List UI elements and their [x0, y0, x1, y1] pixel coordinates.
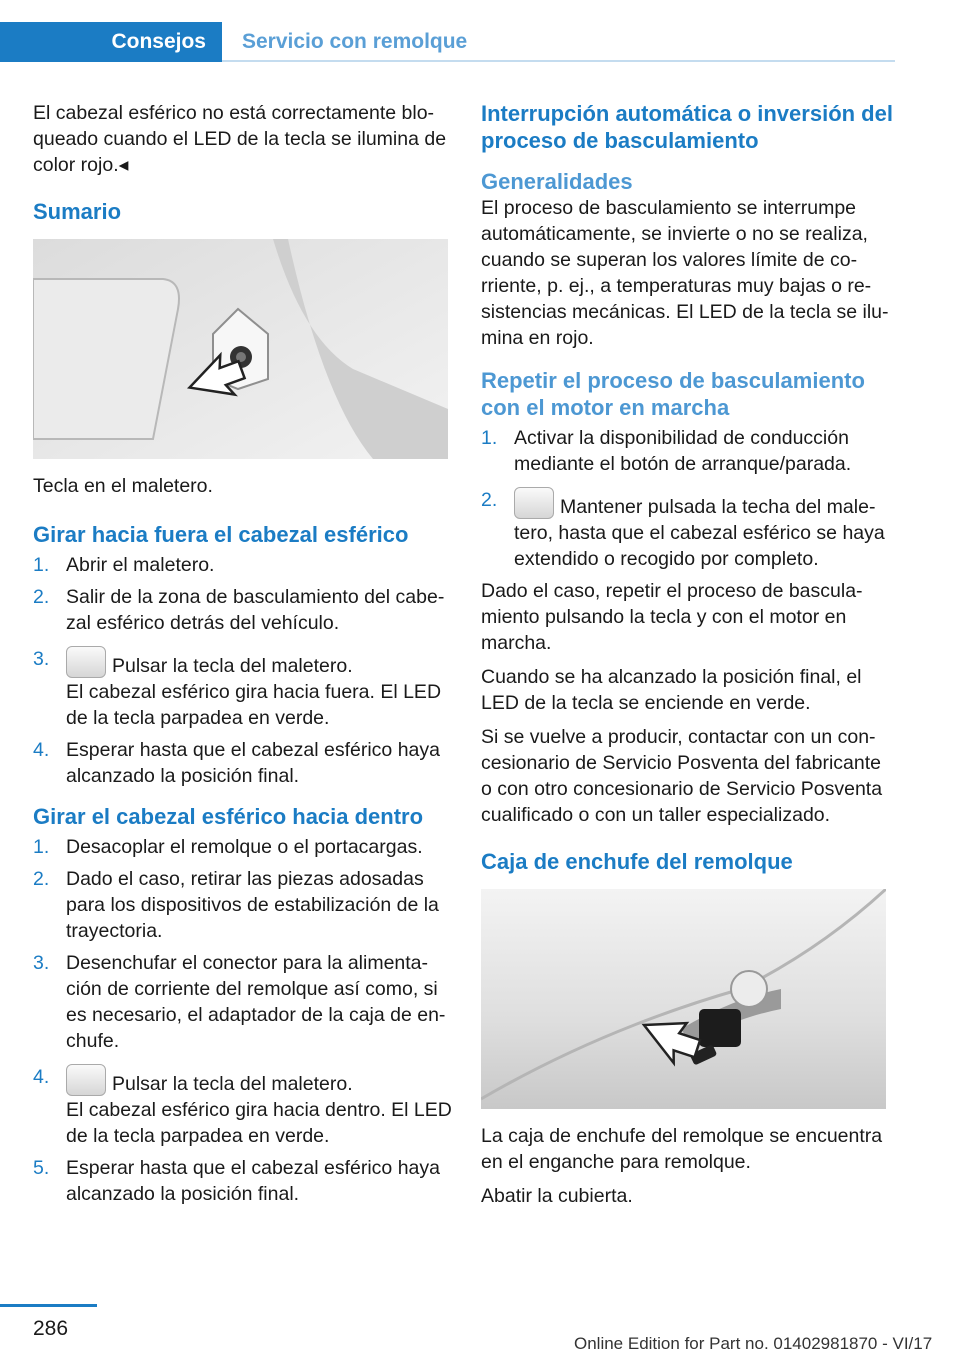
list-item: [33, 866, 453, 944]
steps-repetir: [481, 425, 896, 572]
step-number: 3.: [33, 648, 50, 670]
step-text: Esperar hasta que el cabezal esférico haya alcanzado la posición final.: [66, 1157, 440, 1205]
paragraph-abatir: Abatir la cubierta.: [481, 1185, 633, 1207]
page-number: 286: [33, 1317, 69, 1340]
heading-generalidades: Generalidades: [481, 169, 633, 194]
right-column: [481, 100, 896, 1217]
step-number: 5.: [33, 1157, 50, 1179]
step-number: 1.: [481, 427, 498, 449]
heading-sumario: Sumario: [33, 199, 122, 224]
trailer-hitch-key-icon: [66, 1064, 106, 1096]
paragraph-repetir-3: Si se vuelve a producir, contactar con un con- cesionario de Servicio Posventa del fabricante o con otro concesionario de Servicio Posventa cualificado o con un taller especializado.: [481, 726, 883, 826]
list-item: [33, 584, 453, 636]
trailer-socket-photo: [481, 889, 886, 1109]
list-item: [481, 487, 896, 572]
step-number: 4.: [33, 1066, 50, 1088]
heading-interrupcion: Interrupción automática o inversión del proceso de basculamiento: [481, 101, 893, 153]
step-number: 1.: [33, 836, 50, 858]
step-text: Mantener pulsada la techa del male- tero, hasta que el cabezal esférico se haya extendido o recogido por completo.: [514, 496, 885, 570]
heading-repetir: Repetir el proceso de basculamiento con el motor en marcha: [481, 368, 865, 420]
heading-girar-fuera: Girar hacia fuera el cabezal esférico: [33, 522, 409, 547]
step-text: Abrir el maletero.: [66, 554, 215, 576]
step-text: Pulsar la tecla del maletero.: [112, 1073, 353, 1095]
header-divider: [222, 60, 895, 62]
intro-paragraph: El cabezal esférico no está correctamente blo- queado cuando el LED de la tecla se ilumina de color rojo.◂: [33, 102, 447, 176]
list-item: [33, 552, 453, 578]
step-number: 2.: [481, 489, 498, 511]
caption-trunk-button: Tecla en el maletero.: [33, 475, 213, 497]
steps-girar-dentro: [33, 834, 453, 1207]
paragraph-repetir-2: Cuando se ha alcanzado la posición final, el LED de la tecla se enciende en verde.: [481, 666, 862, 714]
list-item: [33, 737, 453, 789]
step-number: 2.: [33, 868, 50, 890]
list-item: [33, 950, 453, 1054]
list-item: [33, 834, 453, 860]
step-text: Activar la disponibilidad de conducción mediante el botón de arranque/parada.: [514, 427, 852, 475]
page-header: [0, 0, 960, 64]
edition-text: Online Edition for Part no. 01402981870 - VI/17: [574, 1334, 933, 1353]
step-number: 2.: [33, 586, 50, 608]
step-number: 3.: [33, 952, 50, 974]
step-text: Esperar hasta que el cabezal esférico haya alcanzado la posición final.: [66, 739, 440, 787]
steps-girar-fuera: [33, 552, 453, 789]
step-text: Desenchufar el conector para la alimenta- ción de corriente del remolque así como, si es necesario, el adaptador de la caja de en- chufe.: [66, 952, 446, 1052]
tab-servicio-con-remolque[interactable]: Servicio con remolque: [242, 30, 468, 53]
heading-caja-enchufe: Caja de enchufe del remolque: [481, 849, 793, 874]
paragraph-repetir-1: Dado el caso, repetir el proceso de bascula- miento pulsando la tecla y con el motor en marcha.: [481, 580, 863, 654]
list-item: [33, 646, 453, 731]
step-subtext: El cabezal esférico gira hacia dentro. El LED de la tecla parpadea en verde.: [66, 1099, 452, 1147]
step-number: 4.: [33, 739, 50, 761]
step-subtext: El cabezal esférico gira hacia fuera. El LED de la tecla parpadea en verde.: [66, 681, 442, 729]
left-column: [33, 100, 453, 1213]
list-item: [33, 1064, 453, 1149]
step-text: Pulsar la tecla del maletero.: [112, 655, 353, 677]
list-item: [33, 1155, 453, 1207]
trailer-hitch-key-icon: [66, 646, 106, 678]
step-number: 1.: [33, 554, 50, 576]
trailer-hitch-key-icon: [514, 487, 554, 519]
step-text: Dado el caso, retirar las piezas adosadas para los dispositivos de estabilización de la trayectoria.: [66, 868, 439, 942]
paragraph-generalidades: El proceso de basculamiento se interrumpe automáticamente, se invierte o no se realiza, cuando se superan los valores límite de co- rriente, p. ej., a temperaturas muy bajas o re- sistencias mecánicas. El LED de la tecla se ilu- mina en rojo.: [481, 197, 889, 349]
footer-divider: [0, 1304, 97, 1307]
step-text: Salir de la zona de basculamiento del cabe- zal esférico detrás del vehículo.: [66, 586, 445, 634]
step-text: Desacoplar el remolque o el portacargas.: [66, 836, 423, 858]
tab-consejos[interactable]: Consejos: [0, 22, 222, 62]
trunk-button-photo: [33, 239, 448, 459]
heading-girar-dentro: Girar el cabezal esférico hacia dentro: [33, 804, 424, 829]
list-item: [481, 425, 896, 477]
caption-trailer-socket: La caja de enchufe del remolque se encuentra en el enganche para remolque.: [481, 1125, 883, 1173]
